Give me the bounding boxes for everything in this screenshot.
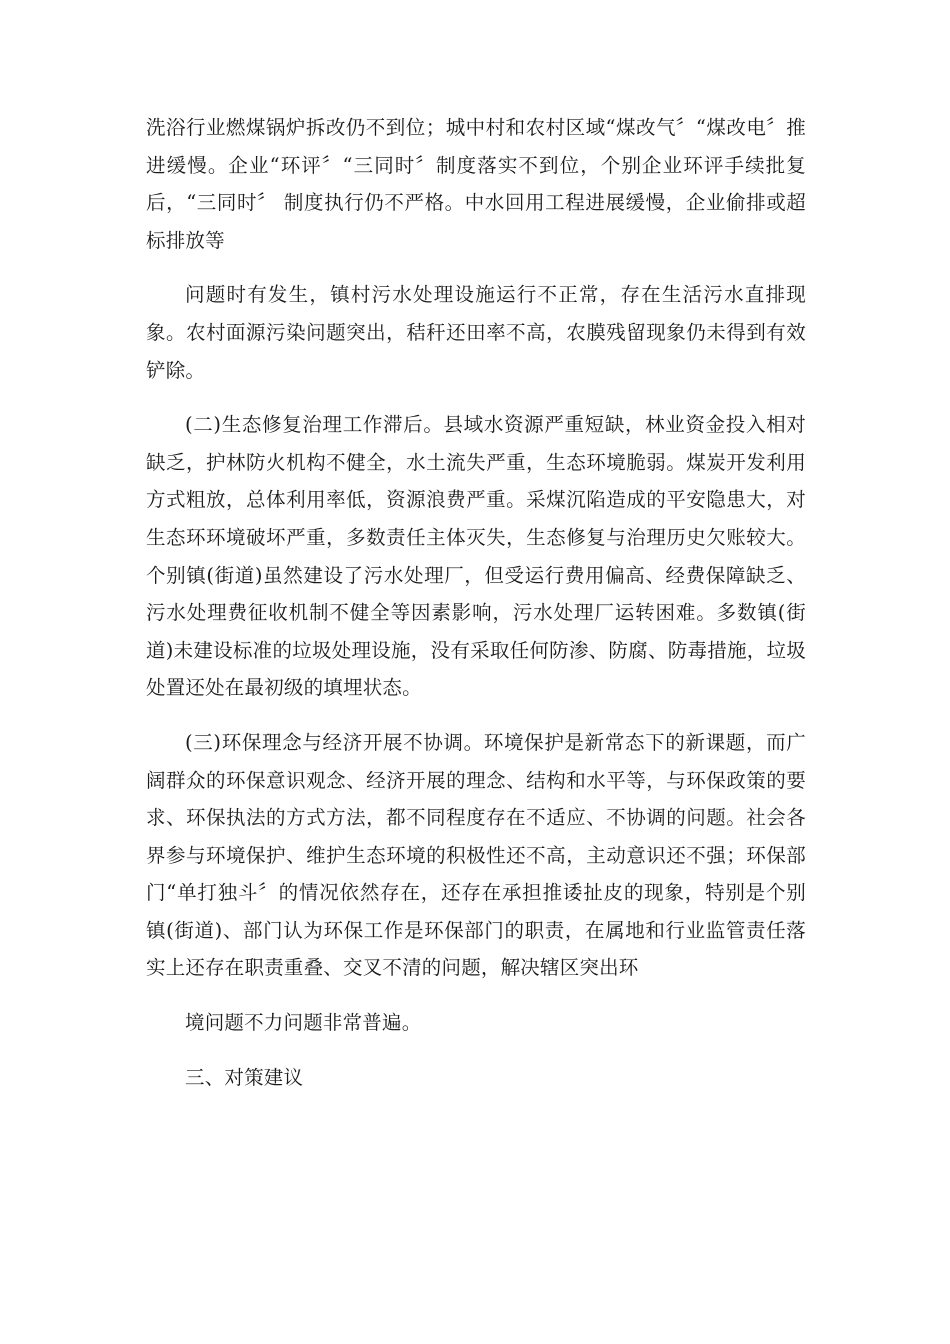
section-heading: 三、对策建议 bbox=[185, 1065, 304, 1089]
document-body bbox=[146, 109, 806, 1096]
paragraph-2: 问题时有发生，镇村污水处理设施运行不正常，存在生活污水直排现象。农村面源污染问题突出，秸秆还田率不高，农膜残留现象仍未得到有效铲除。 bbox=[146, 283, 806, 382]
paragraph-3: (二)生态修复治理工作滞后。县域水资源严重短缺，林业资金投入相对缺乏，护林防火机构不健全，水土流失严重，生态环境脆弱。煤炭开发利用方式粗放，总体利用率低，资源浪费严重。采煤沉陷造成的平安隐患大，对生态环环境破坏严重，多数责任主体灭失，生态修复与治理历史欠账较大。个别镇(街道)虽然建设了污水处理厂，但受运行费用偏高、经费保障缺乏、污水处理费征收机制不健全等因素影响，污水处理厂运转困难。多数镇(街道)未建设标准的垃圾处理设施，没有采取任何防渗、防腐、防毒措施，垃圾处置还处在最初级的填埋状态。 bbox=[146, 413, 806, 700]
paragraph-1: 洗浴行业燃煤锅炉拆改仍不到位；城中村和农村区域“煤改气〞“煤改电〞推进缓慢。企业“环评〞“三同时〞制度落实不到位，个别企业环评手续批复后，“三同时〞 制度执行仍不严格。中水回用工程进展缓慢，企业偷排或超标排放等 bbox=[146, 116, 806, 252]
paragraph-5: 境问题不力问题非常普遍。 bbox=[185, 1011, 422, 1035]
paragraph-4: (三)环保理念与经济开展不协调。环境保护是新常态下的新课题，而广阔群众的环保意识观念、经济开展的理念、结构和水平等，与环保政策的要求、环保执法的方式方法，都不同程度存在不适应、不协调的问题。社会各界参与环境保护、维护生态环境的积极性还不高，主动意识还不强；环保部门“单打独斗〞的情况依然存在，还存在承担推诿扯皮的现象，特别是个别镇(街道)、部门认为环保工作是环保部门的职责，在属地和行业监管责任落实上还存在职责重叠、交叉不清的问题，解决辖区突出环 bbox=[146, 730, 806, 980]
